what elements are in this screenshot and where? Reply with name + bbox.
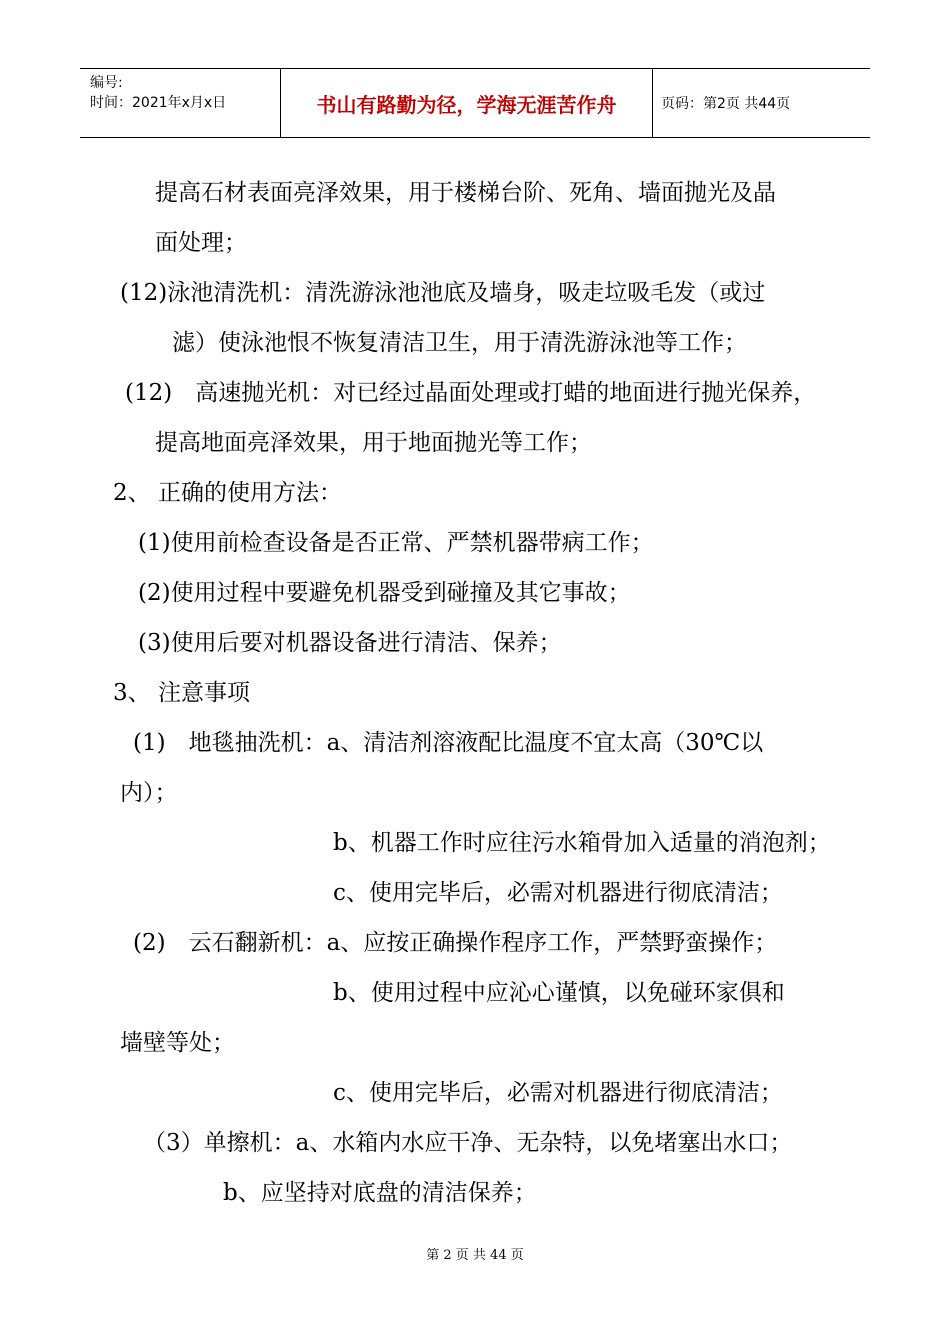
- body-line: c、使用完毕后，必需对机器进行彻底清洁；: [333, 880, 783, 906]
- body-line: 提高石材表面亮泽效果，用于楼梯台阶、死角、墙面抛光及晶: [155, 180, 776, 206]
- body-line: (3)使用后要对机器设备进行清洁、保养；: [138, 630, 562, 656]
- body-line: 滤）使泳池恨不恢复清洁卫生，用于清洗游泳池等工作；: [172, 330, 747, 356]
- motto: 书山有路勤为径，学海无涯苦作舟: [281, 69, 653, 137]
- page-footer: 第 2 页 共 44 页: [426, 1248, 524, 1263]
- body-line: 面处理；: [155, 230, 247, 256]
- body-line: (2) 云石翻新机：a、应按正确操作程序工作，严禁野蛮操作；: [133, 930, 778, 956]
- body-line: 墙壁等处；: [120, 1030, 235, 1056]
- body-line: (1)使用前检查设备是否正常、严禁机器带病工作；: [138, 530, 654, 556]
- body-line: b、使用过程中应沁心谨慎，以免碰环家俱和: [333, 980, 785, 1006]
- body-line: (2)使用过程中要避免机器受到碰撞及其它事故；: [138, 580, 631, 606]
- time-label: 时间：2021年x月x日: [90, 95, 227, 111]
- body-line: (12)泳池清洗机：清洗游泳池池底及墙身，吸走垃吸毛发（或过: [120, 280, 766, 306]
- number-label: 编号:: [90, 75, 123, 91]
- page-info: 页码：第2页 共44页: [661, 96, 791, 112]
- body-line: 内）；: [120, 780, 178, 806]
- body-line: （3）单擦机：a、水箱内水应干净、无杂特，以免堵塞出水口；: [143, 1130, 793, 1156]
- body-line: (1) 地毯抽洗机：a、清洁剂溶液配比温度不宜太高（30℃以: [133, 730, 764, 756]
- header-left-cell: [80, 69, 281, 137]
- section-heading: 2、 正确的使用方法：: [113, 480, 342, 506]
- header-table: [80, 68, 870, 138]
- body-line: c、使用完毕后，必需对机器进行彻底清洁；: [333, 1080, 783, 1106]
- body-line: (12) 高速抛光机：对已经过晶面处理或打蜡的地面进行抛光保养，: [125, 380, 817, 406]
- body-line: b、应坚持对底盘的清洁保养；: [223, 1180, 537, 1206]
- body-line: 提高地面亮泽效果，用于地面抛光等工作；: [155, 430, 592, 456]
- body-line: b、机器工作时应往污水箱骨加入适量的消泡剂；: [333, 830, 831, 856]
- section-heading: 3、 注意事项: [113, 680, 250, 706]
